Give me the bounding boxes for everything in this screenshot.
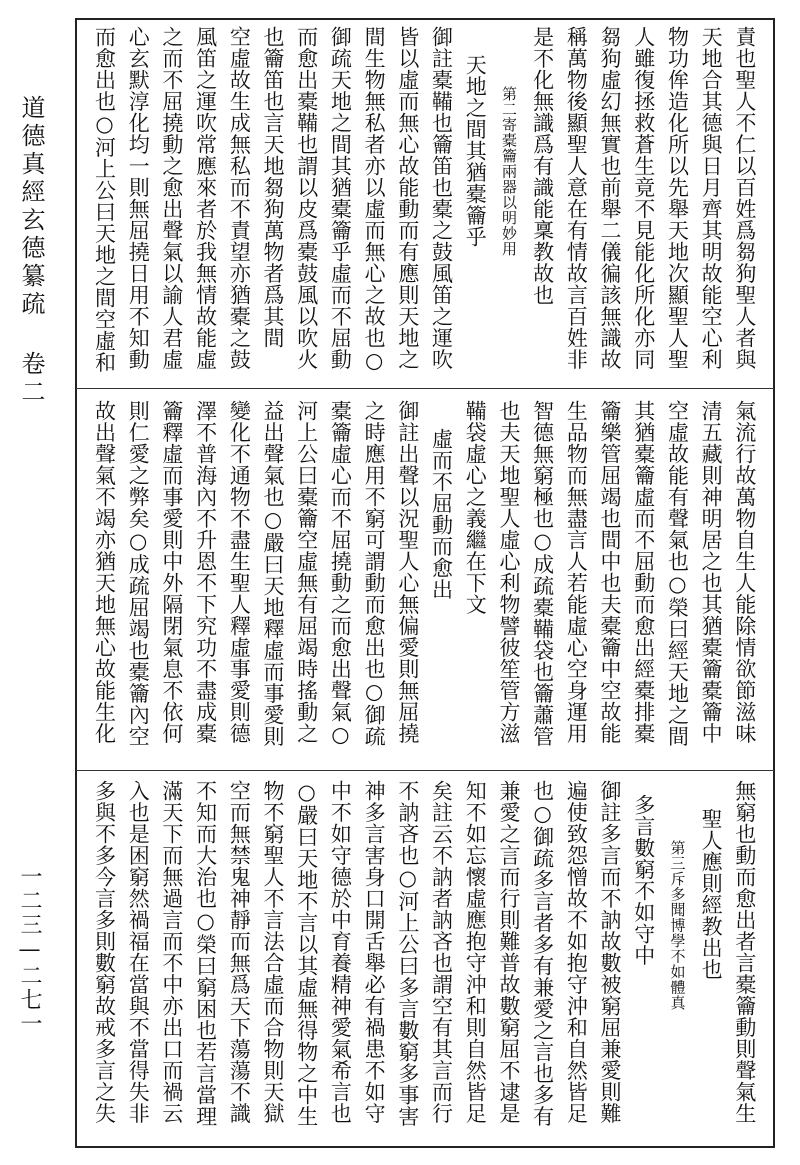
text-column: 天地之間其猶橐籥乎 [463, 54, 488, 248]
text-column: 中不如守德於中育養精神愛氣希言也 [328, 780, 353, 1124]
text-column: 空虛故生成無私而不責望亦猶橐之鼓 [227, 26, 252, 370]
text-column: 河上公曰橐籥空虛無有屈竭時搖動之 [294, 400, 319, 744]
text-column: 御註出聲以況聖人心無偏愛則無屈撓 [395, 400, 420, 744]
text-column: 風笛之運吹常應來者於我無情故能虛 [193, 26, 218, 370]
text-column: 籥樂管屈竭也間中也夫橐籥中空故能 [598, 400, 623, 744]
text-column: 多言數窮不如守中 [631, 794, 656, 966]
text-column: 氣流行故萬物自生人能除情欲節滋味 [732, 400, 757, 744]
text-column: ○嚴曰天地不言以其虛無得物之中生 [294, 780, 319, 1127]
text-column: 聖人應則經教出也 [699, 808, 724, 980]
text-column: 不訥吝也○河上公曰多言數窮多事害 [395, 780, 420, 1127]
text-column: 空而無禁鬼神靜而無爲天下蕩蕩不識 [227, 780, 252, 1124]
text-column: 天地合其德與日月齊其明故能空心利 [699, 26, 724, 370]
text-column: 入也是困窮然禍福在當與不當得失非 [126, 780, 151, 1124]
text-column: 籥釋虛而事愛則中外隔閉氣息不依何 [159, 400, 184, 744]
text-column: 無窮也動而愈出者言橐籥動則聲氣生 [732, 780, 757, 1124]
text-column: 多與不多今言多則數窮故戒多言之失 [92, 780, 117, 1124]
text-panel-bottom [88, 780, 760, 1142]
text-column: 遍使致怨憎故不如抱守沖和自然皆足 [564, 780, 589, 1124]
text-column: 空虛故能有聲氣也○榮曰經天地之間 [665, 400, 690, 747]
text-column: 皆以虛而無心故能動而有應則天地之 [395, 26, 420, 370]
panel-divider-1 [76, 388, 774, 389]
text-column: 之時應用不窮可謂動而愈出也○御疏 [362, 400, 387, 747]
text-column: 人雖復拯救蒼生竟不見能化所化亦同 [631, 26, 656, 370]
text-column: 是不化無識爲有識能稟教故也 [530, 26, 555, 306]
text-column: 故出聲氣不竭亦猶天地無心故能生化 [92, 400, 117, 744]
text-column: 益出聲氣也○嚴曰天地釋虛而事愛則 [261, 400, 286, 747]
text-column: 則仁愛之弊矣○成疏屈竭也橐籥內空 [126, 400, 151, 747]
text-column: 鞴袋虛心之義繼在下文 [463, 400, 488, 615]
text-column: 物不窮聖人不言法合虛而合物則天獄 [261, 780, 286, 1124]
text-column: 清五藏則神明居之也其猶橐籥橐籥中 [699, 400, 724, 744]
text-column: 變化不通物不盡生聖人釋虛事愛則德 [227, 400, 252, 744]
text-column: 之而不屈撓動之愈出聲氣以諭人君虛 [159, 26, 184, 370]
text-column: 責也聖人不仁以百姓爲芻狗聖人者與 [732, 26, 757, 370]
text-column: 也籥笛也言天地芻狗萬物者爲其間 [261, 26, 286, 349]
text-column: 智德無窮極也○成疏橐鞴袋也籥蕭管 [530, 400, 555, 747]
text-column: 神多言害身口開舌舉必有禍患不如守 [362, 780, 387, 1124]
text-column: 而愈出也○河上公曰天地之間空虛和 [92, 26, 117, 373]
text-column: 芻狗虛幻無實也前舉二儀徧該無識故 [598, 26, 623, 370]
text-panel-middle [88, 400, 760, 762]
text-column: 不知而大治也○榮曰窮困也若言當理 [193, 780, 218, 1127]
panel-divider-2 [76, 770, 774, 771]
text-column: 而愈出橐鞴也謂以皮爲橐鼓風以吹火 [294, 26, 319, 370]
text-column: 虛而不屈動而愈出 [429, 428, 454, 600]
text-column: 也夫天地聖人虛心利物譬彼笙管方滋 [496, 400, 521, 744]
text-column: 第二寄橐籥兩器以明妙用 [499, 86, 518, 257]
text-column: 矣註云不訥者訥吝也謂空有其言而行 [429, 780, 454, 1124]
text-column: 御註橐鞴也籥笛也橐之鼓風笛之運吹 [429, 26, 454, 370]
text-column: 兼愛之言而行則難普故數窮屈不逮是 [496, 780, 521, 1124]
text-column: 心玄默淳化均一則無屈撓日用不知動 [126, 26, 151, 370]
text-column: 御註多言而不訥故數被窮屈兼愛則難 [598, 780, 623, 1124]
text-column: 物功侔造化所以先舉天地次顯聖人聖 [665, 26, 690, 370]
text-panel-top [88, 26, 760, 382]
text-column: 生品物而無盡言人若能虛心空身運用 [564, 400, 589, 744]
text-column: 稱萬物後顯聖人意在有情故言百姓非 [564, 26, 589, 370]
text-column: 間生物無私者亦以虛而無心之故也○ [362, 26, 387, 373]
text-column: 滿天下而無過言而不中亦出口而禍云 [159, 780, 184, 1124]
text-column: 第三斥多聞博學不如體真 [668, 840, 687, 1011]
text-column: 御疏天地之間其猶橐籥乎虛而不屈動 [328, 26, 353, 370]
text-column: 橐籥虛心而不屈撓動之而愈出聲氣○ [328, 400, 353, 747]
text-column: 澤不普海內不升恩不下究功不盡成橐 [193, 400, 218, 744]
text-column: 知不如忘懷虛應抱守沖和則自然皆足 [463, 780, 488, 1124]
text-column: 也○御疏多言者多有兼愛之言也多有 [530, 780, 555, 1127]
book-title-margin: 道德真經玄德纂疏 卷二 [17, 95, 45, 407]
page-number-margin: 一二三—二七一 [17, 865, 42, 1036]
text-column: 其猶橐籥虛而不屈動而愈出經橐排橐 [631, 400, 656, 744]
